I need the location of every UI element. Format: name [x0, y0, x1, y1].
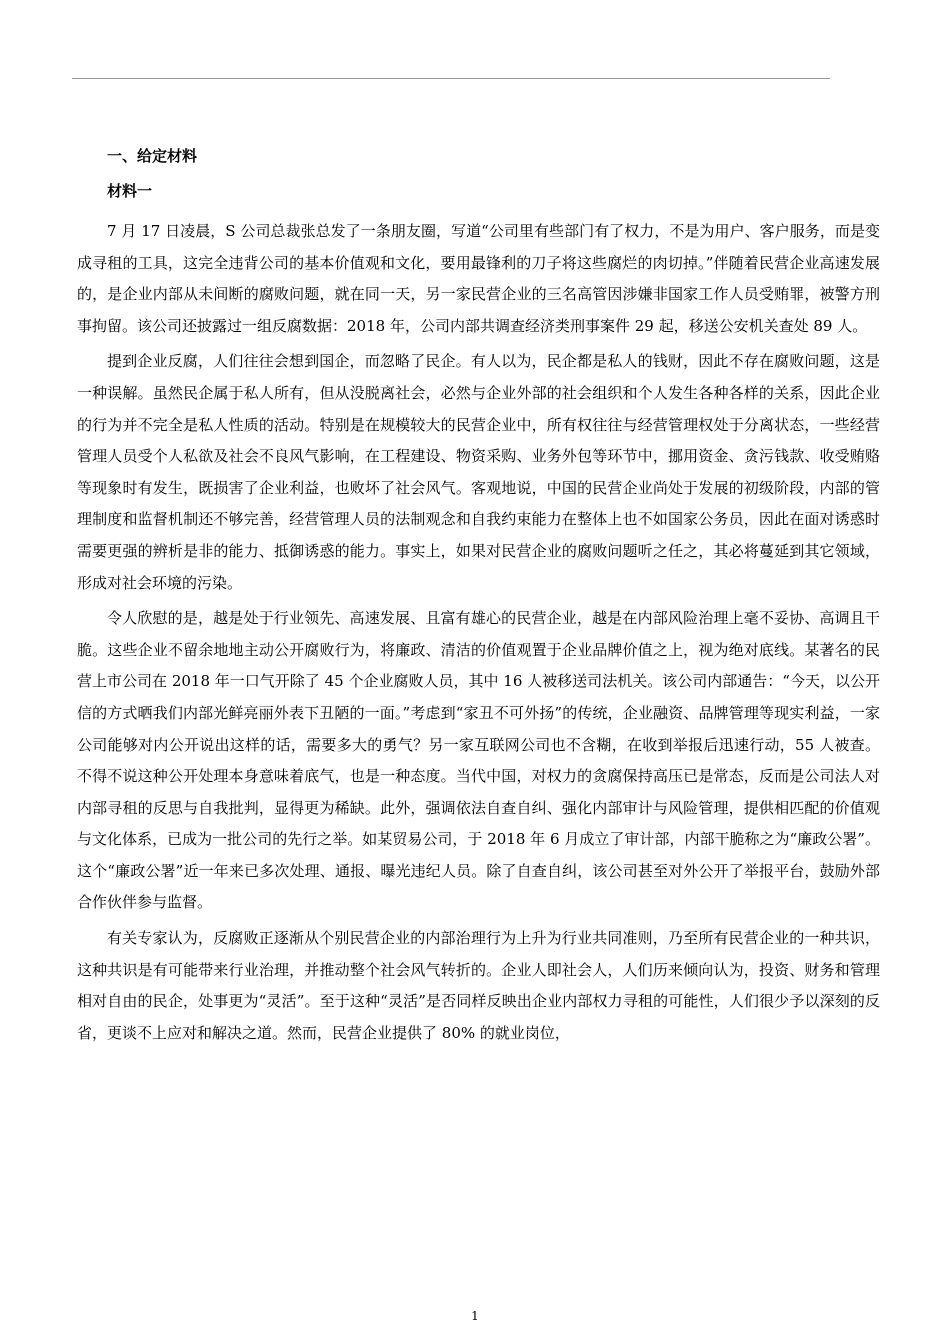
paragraph-4: 有关专家认为，反腐败正逐渐从个别民营企业的内部治理行为上升为行业共同准则，乃至所有民营企业的一种共识，这种共识是有可能带来行业治理，并推动整个社会风气转折的。企业人即社会人，人们历来倾向认为，投资、财务和管理相对自由的民企，处事更为“灵活”。至于这种“灵活”是否同样反映出企业内部权力寻租的可能性，人们很少予以深刻的反省，更谈不上应对和解决之道。然而，民营企业提供了 80% 的就业岗位， — [77, 929, 880, 1042]
header-rule — [72, 78, 830, 79]
material-heading: 材料一 — [107, 182, 153, 200]
paragraph-1: 7 月 17 日凌晨，S 公司总裁张总发了一条朋友圈，写道“公司里有些部门有了权力，不是为用户、客户服务，而是变成寻租的工具，这完全违背公司的基本价值观和文化，要用最锋利的刀子将这些腐烂的肉切掉。”伴随着民营企业高速发展的，是企业内部从未间断的腐败问题，就在同一天，另一家民营企业的三名高管因涉嫌非国家工作人员受贿罪，被警方刑事拘留。该公司还披露过一组反腐数据：2018 年，公司内部共调查经济类刑事案件 29 起，移送公安机关查处 89 人。 — [77, 222, 880, 335]
paragraph-2: 提到企业反腐，人们往往会想到国企，而忽略了民企。有人以为，民企都是私人的钱财，因此不存在腐败问题，这是一种误解。虽然民企属于私人所有，但从没脱离社会，必然与企业外部的社会组织和个人发生各种各样的关系，因此企业的行为并不完全是私人性质的活动。特别是在规模较大的民营企业中，所有权往往与经营管理权处于分离状态，一些经营管理人员受个人私欲及社会不良风气影响，在工程建设、物资采购、业务外包等环节中，挪用资金、贪污钱款、收受贿赂等现象时有发生，既损害了企业利益，也败坏了社会风气。客观地说，中国的民营企业尚处于发展的初级阶段，内部的管理制度和监督机制还不够完善，经营管理人员的法制观念和自我约束能力在整体上也不如国家公务员，因此在面对诱惑时需要更强的辨析是非的能力、抵御诱惑的能力。事实上，如果对民营企业的腐败问题听之任之，其必将蔓延到其它领域，形成对社会环境的污染。 — [77, 352, 880, 592]
document-body — [77, 146, 880, 1053]
section-heading: 一、给定材料 — [107, 147, 198, 165]
page-number: 1 — [471, 1309, 479, 1323]
paragraph-3: 令人欣慰的是，越是处于行业领先、高速发展、且富有雄心的民营企业，越是在内部风险治理上毫不妥协、高调且干脆。这些企业不留余地地主动公开腐败行为，将廉政、清洁的价值观置于企业品牌价值之上，视为绝对底线。某著名的民营上市公司在 2018 年一口气开除了 45 个企业腐败人员，其中 16 人被移送司法机关。该公司内部通告：“今天，以公开信的方式晒我们内部光鲜亮丽外表下丑陋的一面。”考虑到“家丑不可外扬”的传统，企业融资、品牌管理等现实利益，一家公司能够对内公开说出这样的话，需要多大的勇气？另一家互联网公司也不含糊，在收到举报后迅速行动，55 人被查。不得不说这种公开处理本身意味着底气，也是一种态度。当代中国，对权力的贪腐保持高压已是常态，反而是公司法人对内部寻租的反思与自我批判，显得更为稀缺。此外，强调依法自查自纠、强化内部审计与风险管理，提供相匹配的价值观与文化体系，已成为一批公司的先行之举。如某贸易公司，于 2018 年 6 月成立了审计部，内部干脆称之为“廉政公署”。这个“廉政公署”近一年来已多次处理、通报、曝光违纪人员。除了自查自纠，该公司甚至对外公开了举报平台，鼓励外部合作伙伴参与监督。 — [77, 609, 880, 912]
